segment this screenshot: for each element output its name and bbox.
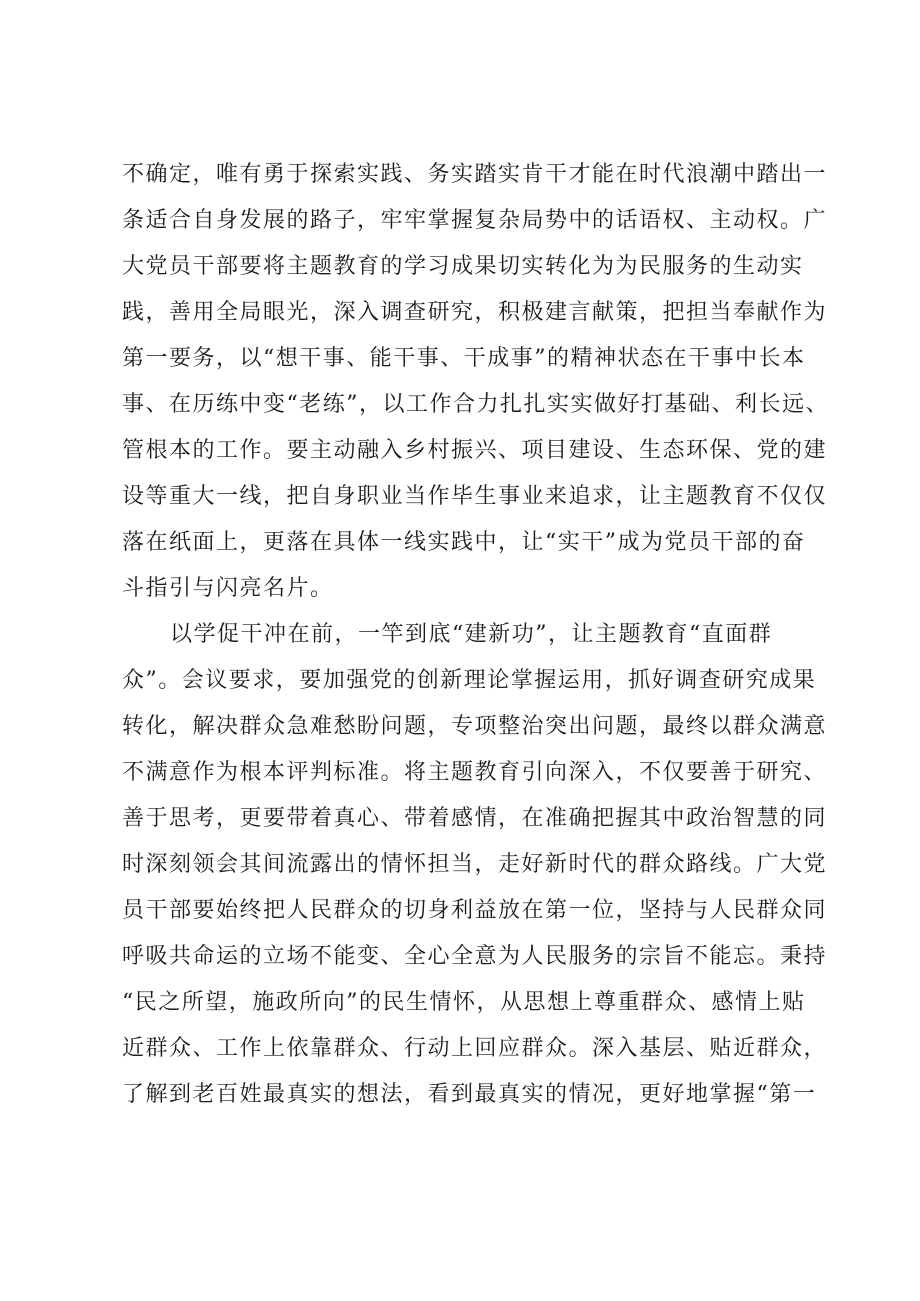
text-line: 员干部要始终把人民群众的切身利益放在第一位，坚持与人民群众同 <box>122 898 828 923</box>
paragraph-2 <box>122 612 828 1118</box>
text-line: 第一要务，以“想干事、能干事、干成事”的精神状态在干事中长本 <box>122 346 806 371</box>
text-line: 事、在历练中变“老练”，以工作合力扎扎实实做好打基础、利长远、 <box>122 392 829 417</box>
text-line: 条适合自身发展的路子，牢牢掌握复杂局势中的话语权、主动权。广 <box>122 208 828 233</box>
text-line: 近群众、工作上依靠群众、行动上回应群众。深入基层、贴近群众， <box>122 1036 828 1061</box>
text-line: 呼吸共命运的立场不能变、全心全意为人民服务的宗旨不能忘。秉持 <box>122 944 828 969</box>
text-line: 设等重大一线，把自身职业当作毕生事业来追求，让主题教育不仅仅 <box>122 484 828 509</box>
paragraph-1 <box>122 152 829 612</box>
text-line: 转化，解决群众急难愁盼问题，专项整治突出问题，最终以群众满意 <box>122 714 828 739</box>
text-line: 众”。会议要求，要加强党的创新理论掌握运用，抓好调查研究成果 <box>122 668 817 693</box>
text-line: 践，善用全局眼光，深入调查研究，积极建言献策，把担当奉献作为 <box>122 300 828 325</box>
text-line: 善于思考，更要带着真心、带着感情，在准确把握其中政治智慧的同 <box>122 806 828 831</box>
text-line: 斗指引与闪亮名片。 <box>122 576 334 601</box>
text-line: 落在纸面上，更落在具体一线实践中，让“实干”成为党员干部的奋 <box>122 530 806 555</box>
text-line: 不确定，唯有勇于探索实践、务实踏实肯干才能在时代浪潮中踏出一 <box>122 162 828 187</box>
text-line: 管根本的工作。要主动融入乡村振兴、项目建设、生态环保、党的建 <box>122 438 828 463</box>
text-line: “民之所望，施政所向”的民生情怀，从思想上尊重群众、感情上贴 <box>122 990 806 1015</box>
text-line-first: 以学促干冲在前，一竿到底“建新功”，让主题教育“直面群 <box>170 622 773 647</box>
text-line: 不满意作为根本评判标准。将主题教育引向深入，不仅要善于研究、 <box>122 760 828 785</box>
text-line: 大党员干部要将主题教育的学习成果切实转化为为民服务的生动实 <box>122 254 804 279</box>
text-line: 了解到老百姓最真实的想法，看到最真实的情况，更好地掌握“第一 <box>122 1082 817 1107</box>
text-line: 时深刻领会其间流露出的情怀担当，走好新时代的群众路线。广大党 <box>122 852 828 877</box>
